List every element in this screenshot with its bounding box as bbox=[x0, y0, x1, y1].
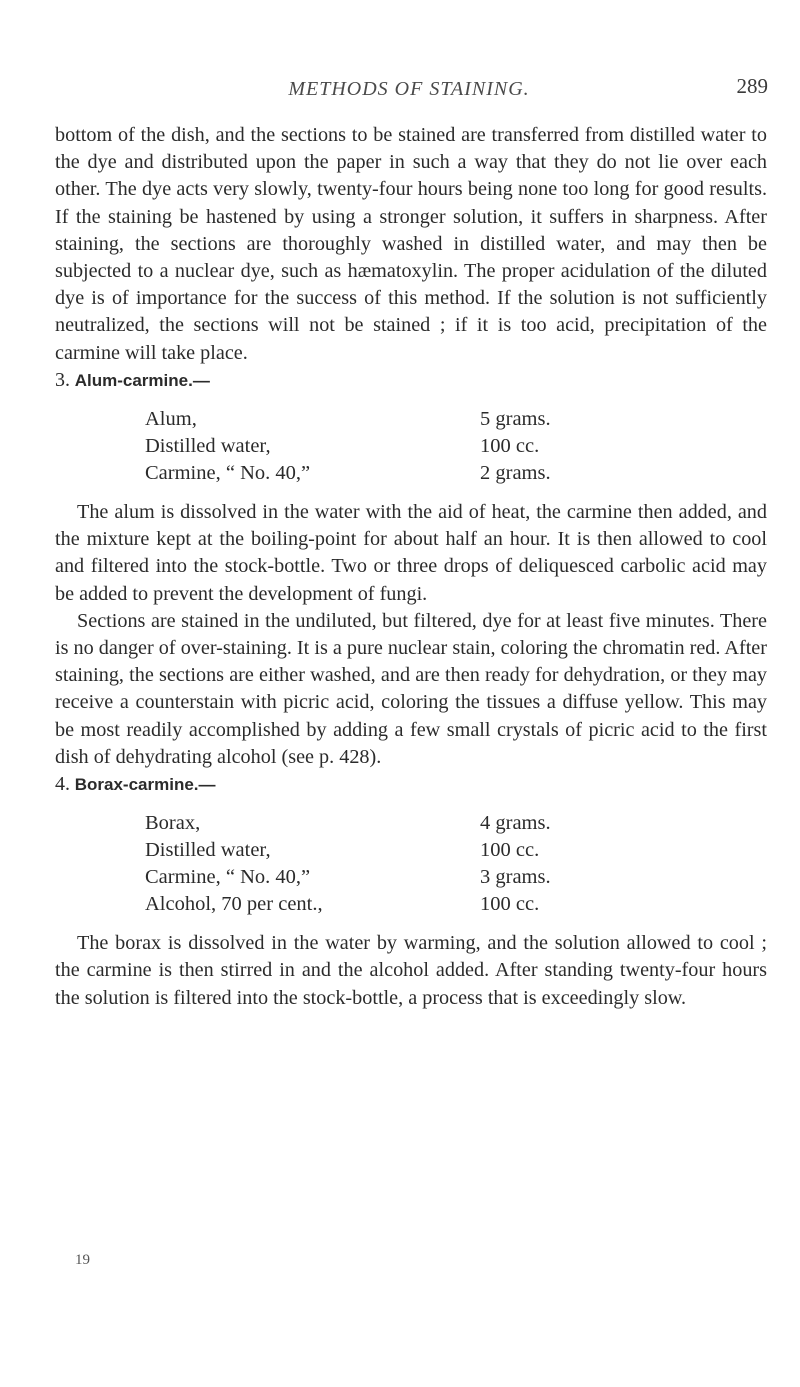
recipe-row bbox=[145, 433, 625, 460]
section-number: 4. bbox=[55, 773, 70, 796]
section-heading-alum-carmine bbox=[55, 367, 767, 394]
recipe-amount: 5 grams. bbox=[480, 408, 551, 431]
running-title: METHODS OF STAINING. bbox=[288, 78, 530, 100]
recipe-ingredient: Distilled water, bbox=[145, 839, 271, 862]
recipe-ingredient: Distilled water, bbox=[145, 435, 271, 458]
recipe-row bbox=[145, 810, 625, 837]
running-head bbox=[50, 74, 768, 108]
paragraph-borax-preparation: The borax is dissolved in the water by warming, and the solution allowed to cool ; the carmine is then stirred in and the alcohol added. After standing twenty-four hours the solution is filtered into the stock-bottle, a process that is exceedingly slow. bbox=[55, 932, 767, 1009]
recipe-amount: 100 cc. bbox=[480, 839, 540, 862]
paragraph-continuation: bottom of the dish, and the sections to be stained are transferred from distilled water to the dye and distributed upon the paper in such a way that they do not lie over each other. The dye acts very slowly, twenty-four hours being none too long for good results. If the staining be hastened by using a stronger solution, it suffers in sharpness. After staining, the sections are thoroughly washed in distilled water, and may then be subjected to a nuclear dye, such as hæmatoxylin. The proper acidulation of the diluted dye is of importance for the success of this method. If the solution is not sufficiently neutralized, the sections will not be stained ; if it is too acid, precipitation of the carmine will take place. bbox=[55, 124, 767, 364]
paragraph-alum-usage: Sections are stained in the undiluted, but filtered, dye for at least five minutes. There is no danger of over-staining. It is a pure nuclear stain, coloring the chromatin red. After staining, the sections are either washed, and are then ready for dehydration, or they may receive a counterstain with picric acid, coloring the tissues a diffuse yellow. This may be most readily accomplished by adding a few small crystals of picric acid to the first dish of dehydrating alcohol (see p. 428). bbox=[55, 609, 767, 768]
signature-mark: 19 bbox=[75, 1252, 90, 1268]
recipe-row bbox=[145, 460, 625, 487]
recipe-row bbox=[145, 406, 625, 433]
recipe-alum-carmine bbox=[145, 406, 625, 487]
recipe-amount: 4 grams. bbox=[480, 812, 551, 835]
recipe-ingredient: Carmine, “ No. 40,” bbox=[145, 866, 311, 889]
recipe-amount: 100 cc. bbox=[480, 435, 540, 458]
recipe-ingredient: Borax, bbox=[145, 812, 201, 835]
recipe-borax-carmine bbox=[145, 810, 625, 918]
recipe-ingredient: Alum, bbox=[145, 408, 197, 431]
section-number: 3. bbox=[55, 368, 70, 391]
recipe-row bbox=[145, 891, 625, 918]
recipe-amount: 3 grams. bbox=[480, 866, 551, 889]
recipe-row bbox=[145, 837, 625, 864]
section-title: Borax-carmine.— bbox=[74, 775, 216, 795]
recipe-amount: 2 grams. bbox=[480, 462, 551, 485]
body-text bbox=[55, 122, 767, 1012]
section-title: Alum-carmine.— bbox=[74, 370, 210, 390]
page-number: 289 bbox=[736, 74, 768, 98]
recipe-amount: 100 cc. bbox=[480, 893, 540, 916]
section-heading-borax-carmine bbox=[55, 771, 767, 798]
paragraph-alum-preparation: The alum is dissolved in the water with the aid of heat, the carmine then added, and the mixture kept at the boiling-point for about half an hour. It is then allowed to cool and filtered into the stock-bottle. Two or three drops of deliquesced carbolic acid may be added to prevent the development of fungi. bbox=[55, 501, 767, 605]
recipe-ingredient: Carmine, “ No. 40,” bbox=[145, 462, 311, 485]
recipe-row bbox=[145, 864, 625, 891]
recipe-ingredient: Alcohol, 70 per cent., bbox=[145, 893, 323, 916]
